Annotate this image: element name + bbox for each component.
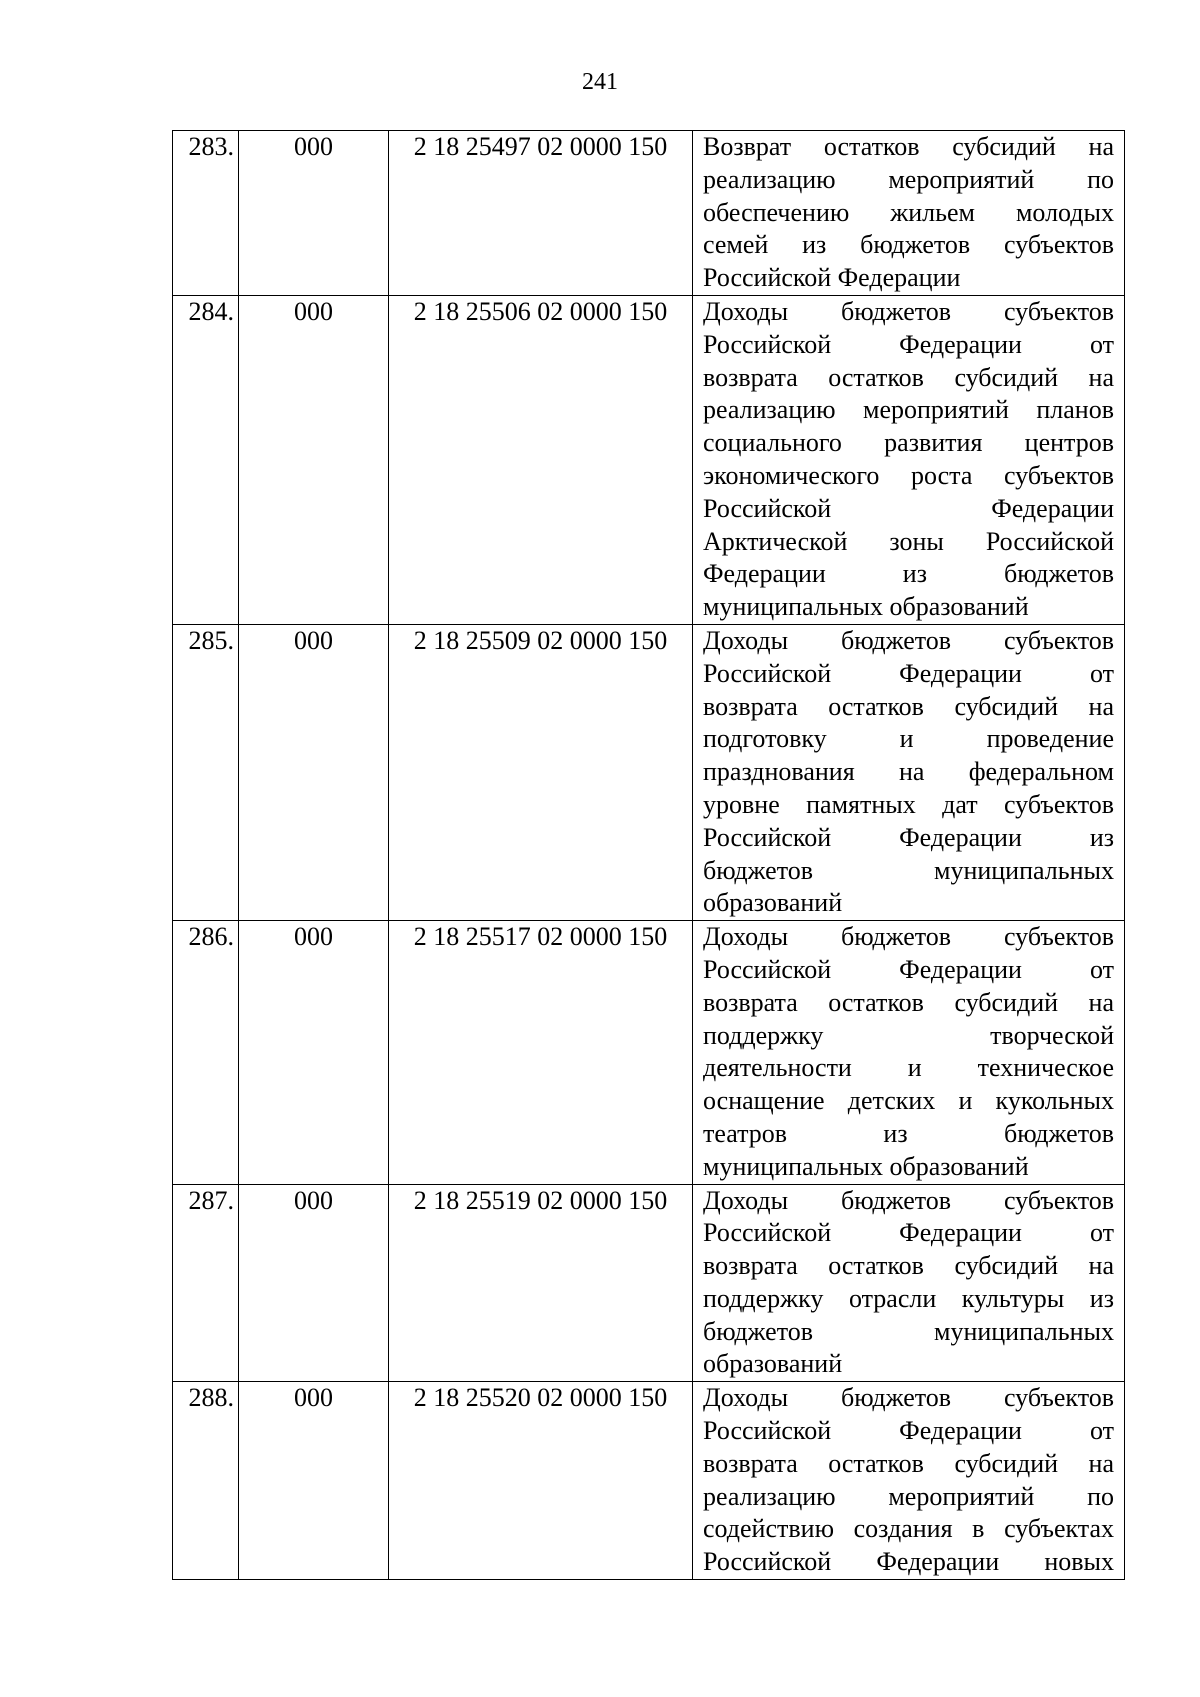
description-line: экономического роста субъектов: [703, 460, 1114, 490]
description-line: поддержку отрасли культуры из: [703, 1283, 1114, 1313]
description-line: возврата остатков субсидий на: [703, 691, 1114, 721]
description-line: Российской Федерации от: [703, 1416, 1114, 1446]
income-description: [693, 131, 1125, 296]
description-line: реализацию мероприятий планов: [703, 395, 1114, 425]
budget-classification-code: 2 18 25520 02 0000 150: [389, 1382, 693, 1580]
row-number: 283.: [173, 131, 239, 296]
description-line: содействию создания в субъектах: [703, 1514, 1114, 1544]
admin-code: 000: [239, 295, 389, 624]
description-line: подготовку и проведение: [703, 724, 1114, 754]
budget-codes-table: [172, 130, 1125, 1580]
description-line: Российской Федерации от: [703, 954, 1114, 984]
row-number: 285.: [173, 624, 239, 920]
description-line: празднования на федеральном: [703, 757, 1114, 787]
admin-code: 000: [239, 1382, 389, 1580]
description-line: уровне памятных дат субъектов: [703, 789, 1114, 819]
admin-code: 000: [239, 1184, 389, 1382]
budget-classification-code: 2 18 25497 02 0000 150: [389, 131, 693, 296]
description-line: образований: [703, 888, 843, 918]
row-number: 288.: [173, 1382, 239, 1580]
admin-code: 000: [239, 131, 389, 296]
description-line: образований: [703, 1349, 843, 1379]
description-line: возврата остатков субсидий на: [703, 362, 1114, 392]
income-description: [693, 1184, 1125, 1382]
description-line: социального развития центров: [703, 428, 1114, 458]
description-line: Доходы бюджетов субъектов: [703, 625, 1114, 655]
description-line: Доходы бюджетов субъектов: [703, 1185, 1114, 1215]
description-line: Российской Федерации от: [703, 329, 1114, 359]
budget-classification-code: 2 18 25509 02 0000 150: [389, 624, 693, 920]
description-line: Российской Федерации из: [703, 822, 1114, 852]
description-line: обеспечению жильем молодых: [703, 197, 1114, 227]
table-body: [173, 131, 1125, 1580]
description-line: Российской Федерации: [703, 493, 1114, 523]
description-line: семей из бюджетов субъектов: [703, 230, 1114, 260]
description-line: возврата остатков субсидий на: [703, 1251, 1114, 1281]
description-line: театров из бюджетов: [703, 1118, 1114, 1148]
description-line: поддержку творческой: [703, 1020, 1114, 1050]
row-number: 287.: [173, 1184, 239, 1382]
description-line: Арктической зоны Российской: [703, 526, 1114, 556]
row-number: 284.: [173, 295, 239, 624]
description-line: Возврат остатков субсидий на: [703, 132, 1114, 161]
description-line: Доходы бюджетов субъектов: [703, 1383, 1114, 1413]
description-line: возврата остатков субсидий на: [703, 987, 1114, 1017]
table-row: [173, 921, 1125, 1184]
description-line: реализацию мероприятий по: [703, 1481, 1114, 1511]
row-number: 286.: [173, 921, 239, 1184]
description-line: реализацию мероприятий по: [703, 164, 1114, 194]
budget-classification-code: 2 18 25506 02 0000 150: [389, 295, 693, 624]
description-line: оснащение детских и кукольных: [703, 1086, 1114, 1116]
budget-classification-code: 2 18 25519 02 0000 150: [389, 1184, 693, 1382]
description-line: муниципальных образований: [703, 592, 1029, 622]
table-row: [173, 295, 1125, 624]
admin-code: 000: [239, 921, 389, 1184]
admin-code: 000: [239, 624, 389, 920]
description-line: бюджетов муниципальных: [703, 1316, 1114, 1346]
description-line: Российской Федерации новых: [703, 1547, 1114, 1577]
table-row: [173, 1382, 1125, 1580]
description-line: возврата остатков субсидий на: [703, 1448, 1114, 1478]
budget-classification-code: 2 18 25517 02 0000 150: [389, 921, 693, 1184]
description-line: Российской Федерации от: [703, 658, 1114, 688]
description-line: бюджетов муниципальных: [703, 855, 1114, 885]
description-line: деятельности и техническое: [703, 1053, 1114, 1083]
description-line: Доходы бюджетов субъектов: [703, 922, 1114, 952]
description-line: Доходы бюджетов субъектов: [703, 296, 1114, 326]
income-description: [693, 295, 1125, 624]
table-row: [173, 131, 1125, 296]
table-row: [173, 624, 1125, 920]
income-description: [693, 1382, 1125, 1580]
description-line: муниципальных образований: [703, 1151, 1029, 1181]
description-line: Российской Федерации: [703, 263, 961, 293]
page-number: 241: [582, 69, 618, 95]
description-line: Федерации из бюджетов: [703, 559, 1114, 589]
income-description: [693, 624, 1125, 920]
description-line: Российской Федерации от: [703, 1218, 1114, 1248]
income-description: [693, 921, 1125, 1184]
table-row: [173, 1184, 1125, 1382]
